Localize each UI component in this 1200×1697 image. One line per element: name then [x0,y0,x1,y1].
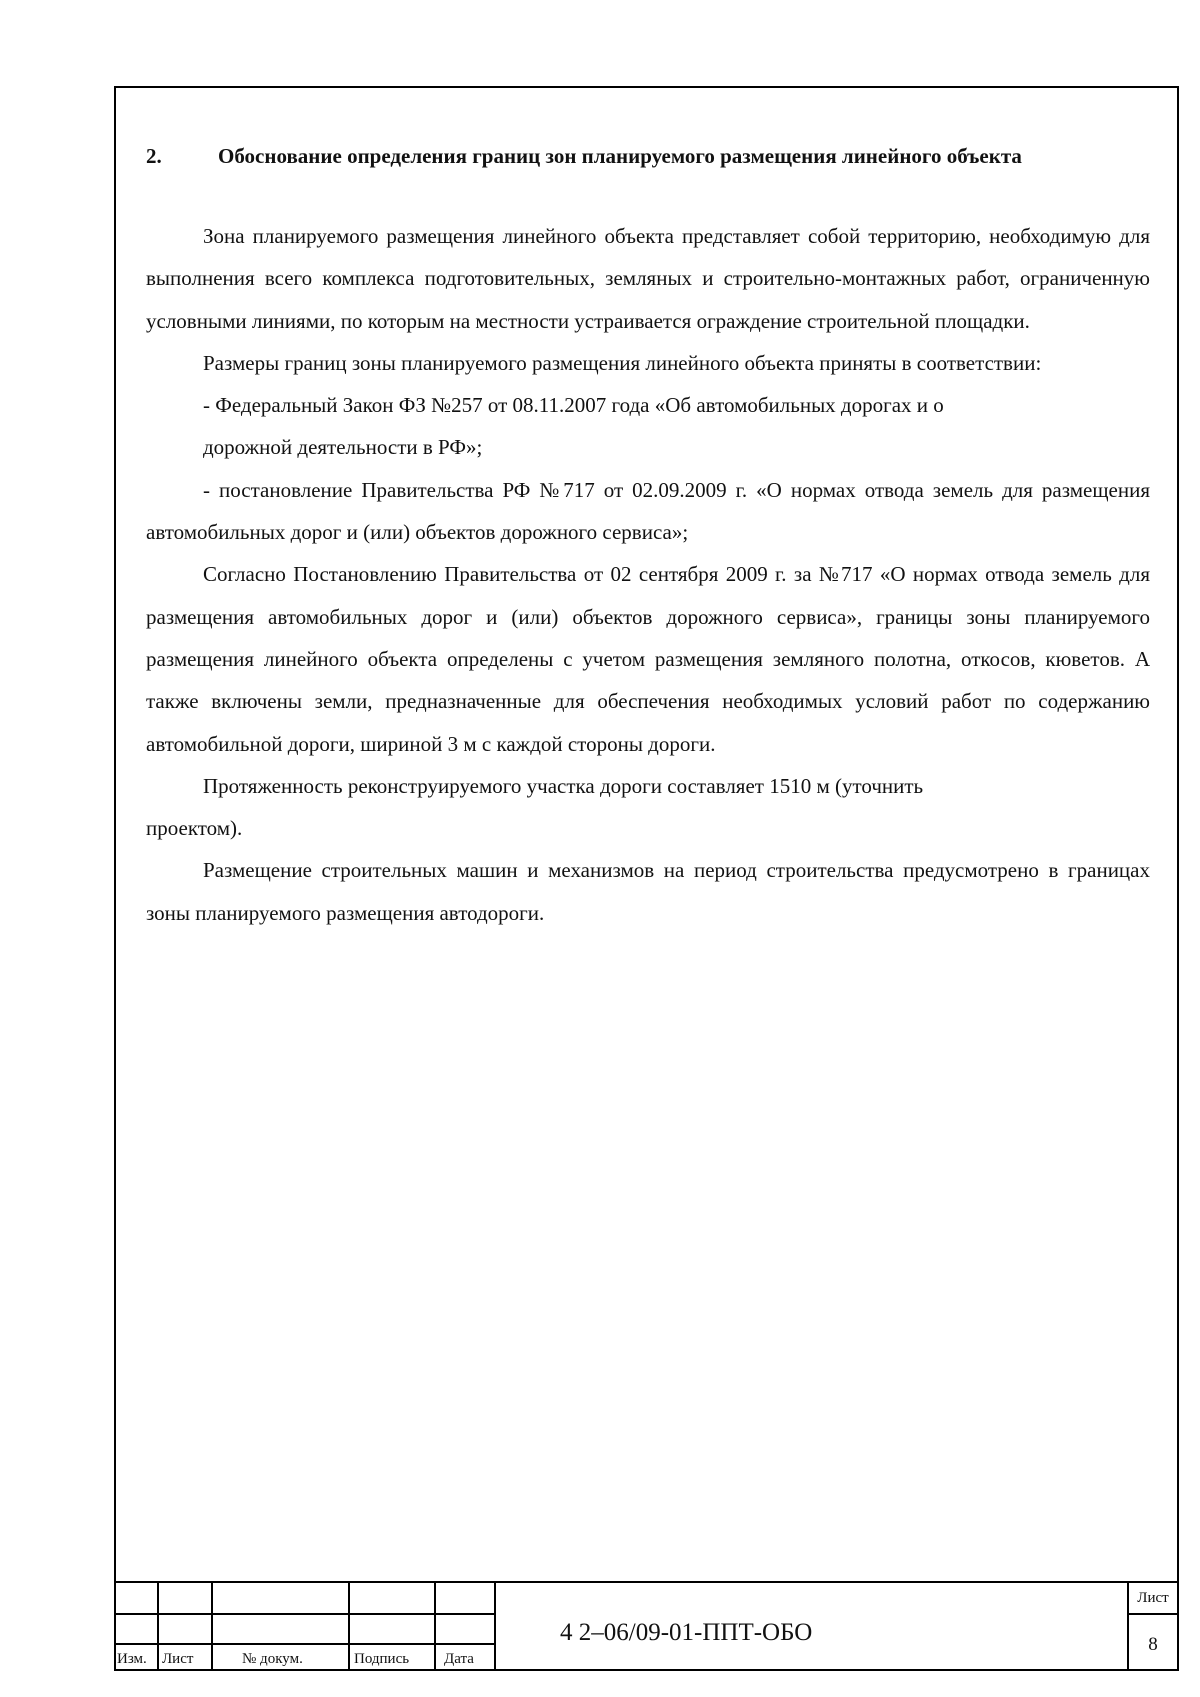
title-block-col-line [157,1581,159,1671]
col-sign-label: Подпись [354,1651,410,1667]
sheet-cell-line [1128,1613,1179,1615]
col-izm-label: Изм. [117,1651,147,1667]
section-title: Обоснование определения границ зон планируемого размещения линейного объекта [218,144,1022,168]
title-block-top-line [114,1581,1179,1583]
title-block-col-line [434,1581,436,1671]
title-block-row-line [114,1613,496,1615]
sheet-number: 8 [1148,1634,1158,1655]
paragraph: Размещение строительных машин и механизмов на период строительства предусмотрено в границах зоны планируемого размещения автодороги. [146,858,1150,925]
title-block-col-line [211,1581,213,1671]
title-block-col-line [494,1581,496,1671]
title-block-col-line [348,1581,350,1671]
paragraph: Размеры границ зоны планируемого размещения линейного объекта приняты в соответствии: [203,350,1042,375]
paragraph: Зона планируемого размещения линейного объекта представляет собой территорию, необходимую для выполнения всего комплекса подготовительных, земляных и строительно-монтажных работ, ограниченную условными линиями, по которым на местности устраивается ограждение строительной площадки. [146,224,1150,333]
col-date-label: Дата [444,1651,474,1667]
section-number: 2. [146,144,162,168]
paragraph: Протяженность реконструируемого участка дороги составляет 1510 м (уточнить [203,773,924,798]
sheet-label: Лист [1137,1590,1169,1606]
document-body [146,215,1150,934]
title-block-row-line [114,1643,496,1645]
paragraph-continuation: проектом). [146,816,243,841]
list-item: - Федеральный Закон ФЗ №257 от 08.11.2007 года «Об автомобильных дорогах и о [203,393,944,418]
document-code: 4 2–06/09-01-ППТ-ОБО [560,1619,813,1646]
col-doc-label: № докум. [242,1651,303,1667]
col-list-label: Лист [162,1651,194,1667]
section-heading [146,141,1146,171]
paragraph: Согласно Постановлению Правительства от 02 сентября 2009 г. за №717 «О нормах отвода земель для размещения автомобильных дорог и (или) объектов дорожного сервиса», границы зоны планируемого размещения линейного объекта определены с учетом размещения земляного полотна, откосов, кюветов. А также включены земли, предназначенные для обеспечения необходимых условий работ по содержанию автомобильной дороги, шириной 3 м с каждой стороны дороги. [146,562,1150,756]
list-item: - постановление Правительства РФ №717 от 02.09.2009 г. «О нормах отвода земель для размещения автомобильных дорог и (или) объектов дорожного сервиса»; [146,477,1150,545]
list-item-continuation: дорожной деятельности в РФ»; [203,435,483,460]
